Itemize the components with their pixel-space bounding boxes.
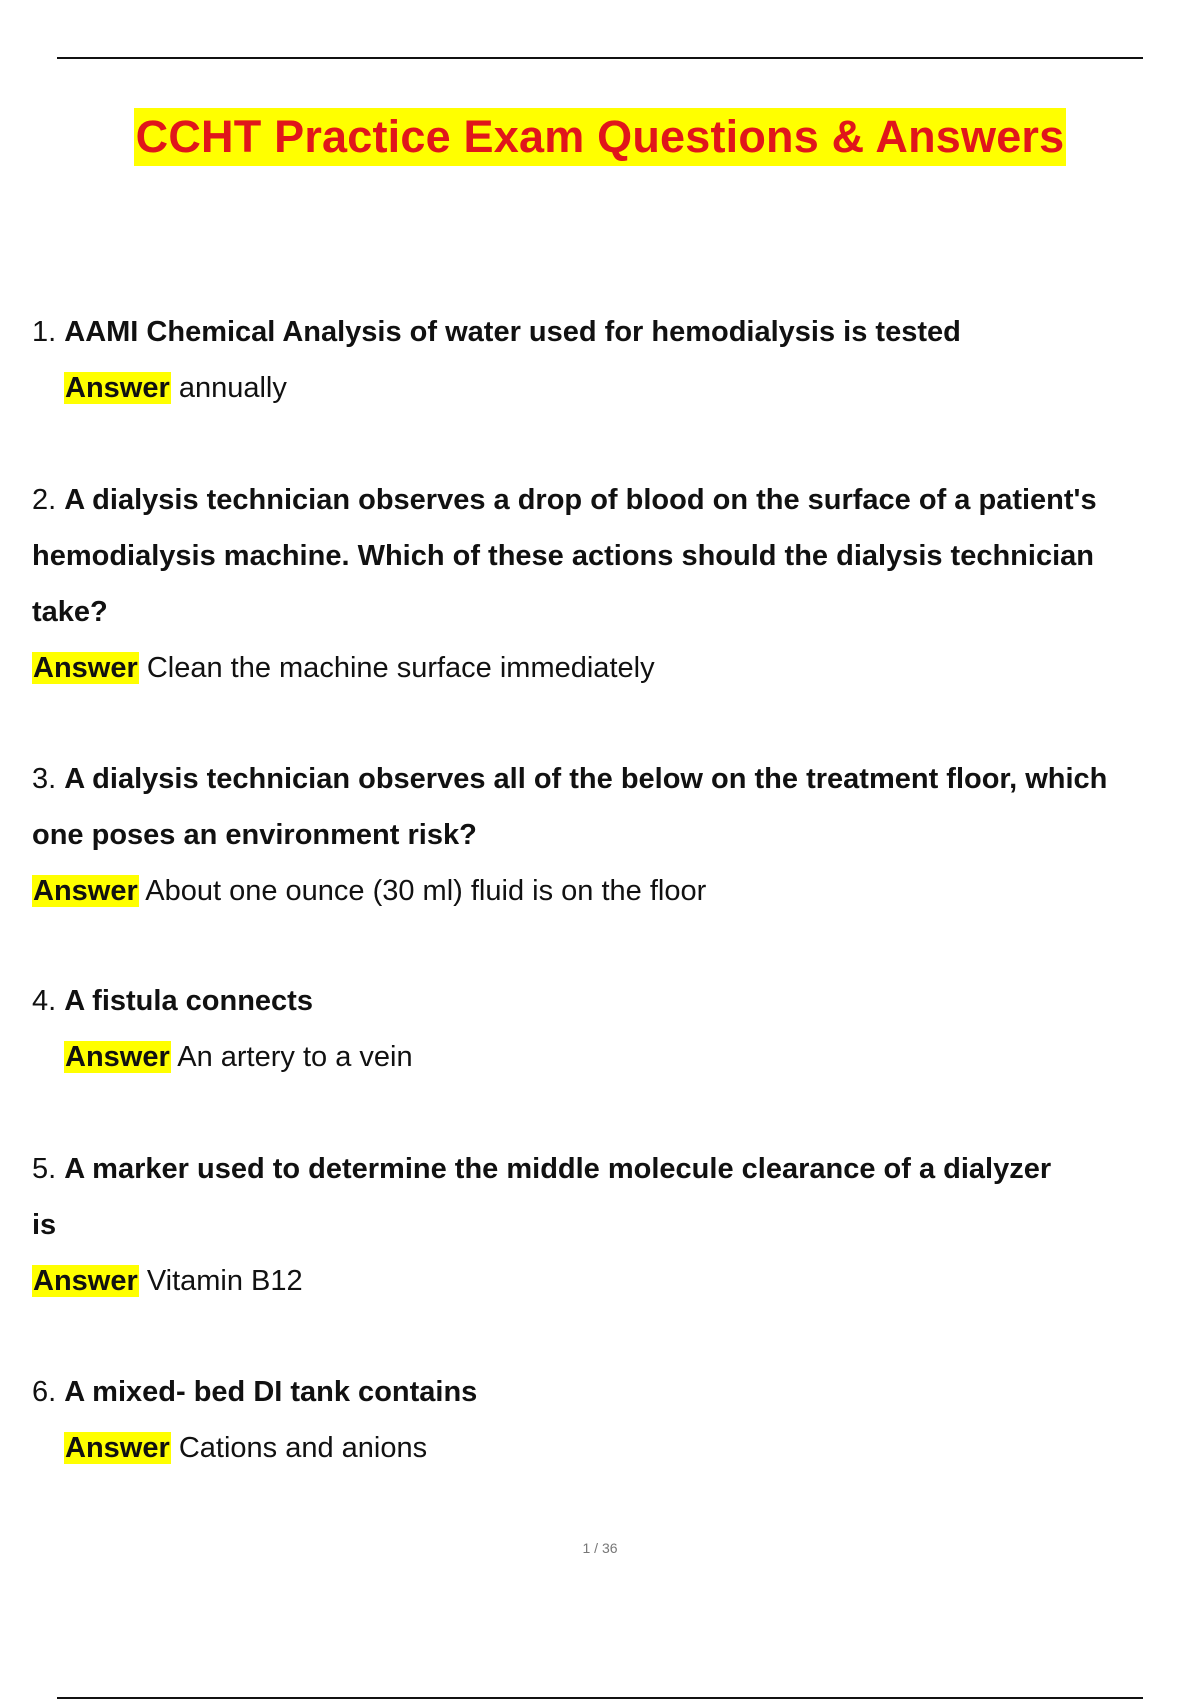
question-text: A marker used to determine the middle molecule clearance of a dialyzer	[64, 1153, 1052, 1185]
question-item-2	[0, 472, 1200, 696]
answer-line	[0, 863, 1200, 919]
question-text: A dialysis technician observes all of the below on the treatment floor, which	[64, 763, 1108, 795]
answer-text: Vitamin B12	[146, 1265, 303, 1297]
question-text: A mixed- bed DI tank contains	[64, 1376, 478, 1408]
title-container	[0, 108, 1200, 166]
answer-line	[0, 360, 1200, 416]
answer-text: Clean the machine surface immediately	[146, 652, 655, 684]
question-item-3	[0, 751, 1200, 919]
question-line	[0, 584, 1200, 640]
question-item-4	[0, 973, 1200, 1085]
question-text: A dialysis technician observes a drop of blood on the surface of a patient's	[64, 484, 1097, 516]
answer-line	[0, 640, 1200, 696]
question-line	[0, 1364, 1200, 1420]
bottom-rule	[57, 1697, 1143, 1699]
answer-text: An artery to a vein	[177, 1041, 413, 1073]
answer-text: annually	[178, 372, 287, 404]
question-line	[0, 807, 1200, 863]
question-text: take?	[32, 596, 108, 628]
answer-label: Answer	[33, 652, 138, 684]
question-line	[0, 472, 1200, 528]
question-item-1	[0, 304, 1200, 416]
answer-text: About one ounce (30 ml) fluid is on the floor	[145, 875, 707, 907]
question-text: AAMI Chemical Analysis of water used for hemodialysis is tested	[64, 316, 961, 348]
question-number: 6.	[32, 1376, 57, 1408]
question-text: is	[32, 1209, 57, 1241]
question-line	[0, 528, 1200, 584]
question-number: 5.	[32, 1153, 57, 1185]
page-indicator: 1 / 36	[582, 1540, 618, 1556]
question-text: A fistula connects	[64, 985, 313, 1017]
answer-label: Answer	[65, 1432, 170, 1464]
question-number: 1.	[32, 316, 57, 348]
answer-line	[0, 1420, 1200, 1476]
question-number: 3.	[32, 763, 57, 795]
question-line	[0, 1197, 1200, 1253]
question-number: 4.	[32, 985, 57, 1017]
question-line	[0, 751, 1200, 807]
question-number: 2.	[32, 484, 57, 516]
top-rule	[57, 57, 1143, 59]
answer-label: Answer	[33, 1265, 138, 1297]
answer-line	[0, 1029, 1200, 1085]
question-text: one poses an environment risk?	[32, 819, 477, 851]
question-item-5	[0, 1141, 1200, 1309]
page-title: CCHT Practice Exam Questions & Answers	[134, 108, 1067, 166]
question-line	[0, 1141, 1200, 1197]
question-line	[0, 304, 1200, 360]
answer-label: Answer	[65, 1041, 170, 1073]
question-item-6	[0, 1364, 1200, 1476]
answer-label: Answer	[33, 875, 138, 907]
answer-line	[0, 1253, 1200, 1309]
question-line	[0, 973, 1200, 1029]
answer-text: Cations and anions	[178, 1432, 428, 1464]
answer-label: Answer	[65, 372, 170, 404]
question-text: hemodialysis machine. Which of these actions should the dialysis technician	[32, 540, 1094, 572]
